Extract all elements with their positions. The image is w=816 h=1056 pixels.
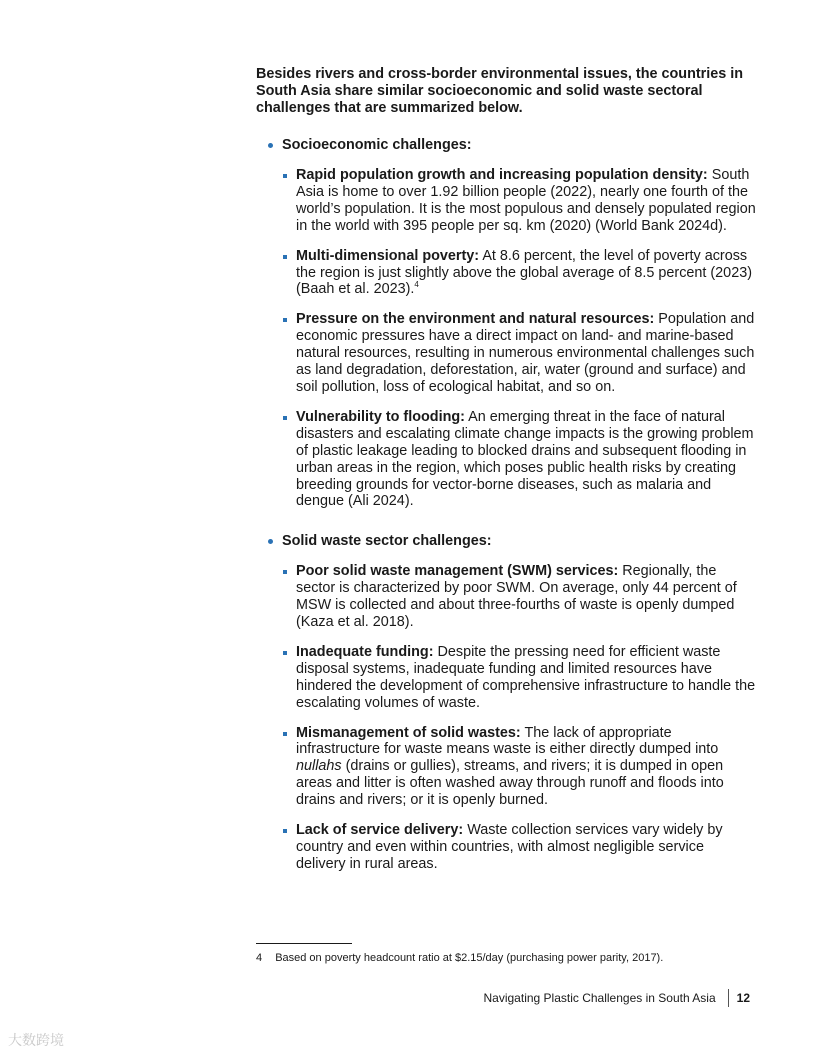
list-item <box>256 644 756 712</box>
list-item <box>256 311 756 396</box>
footnote-ref[interactable]: 4 <box>414 280 419 290</box>
list-item <box>256 167 756 235</box>
bullet-dot <box>268 143 273 148</box>
item-title: Inadequate funding: <box>296 643 434 660</box>
item-body: Waste collection services vary widely by country and even within countries, with almost negligible service delivery in rural areas. <box>296 822 723 872</box>
bullet-dot <box>268 539 273 544</box>
footnote-divider <box>256 943 352 944</box>
bullet-square <box>283 651 287 655</box>
bullet-square <box>283 416 287 420</box>
item-body: Regionally, the sector is characterized by poor SWM. On average, only 44 percent of MSW is collected and about three-fourths of waste is openly dumped (Kaza et al. 2018). <box>296 563 737 631</box>
footer-divider <box>728 989 729 1007</box>
item-body: At 8.6 percent, the level of poverty across the region is just slightly above the global average of 8.5 percent (2023) (Baah et al. 2023). <box>296 247 752 298</box>
list-item <box>256 563 756 631</box>
main-content <box>256 66 756 886</box>
item-body: The lack of appropriate infrastructure for waste means waste is either directly dumped into nullahs (drains or gullies), streams, and rivers; it is dumped in open areas and litter is often washed away through runoff and floods into drains and rivers; or it is openly burned. <box>296 724 724 809</box>
bullet-square <box>283 318 287 322</box>
watermark-logo: 大数跨境 <box>8 1033 64 1049</box>
bullet-square <box>283 174 287 178</box>
item-title: Vulnerability to flooding: <box>296 408 465 425</box>
list-item <box>256 409 756 510</box>
item-title: Poor solid waste management (SWM) services: <box>296 563 619 580</box>
item-title: Lack of service delivery: <box>296 822 464 839</box>
item-body: An emerging threat in the face of natural disasters and escalating climate change impacts is the growing problem of plastic leakage leading to blocked drains and subsequent flooding in urban areas in the region, which poses public health risks by creating breeding grounds for vector-borne diseases, such as malaria and dengue (Ali 2024). <box>296 408 754 510</box>
bullet-square <box>283 570 287 574</box>
item-body: Population and economic pressures have a direct impact on land- and marine-based natural resources, resulting in numerous environmental challenges such as land degradation, deforestation, air, water (ground and surface) and soil pollution, loss of ecological habitat, and so on. <box>296 311 755 395</box>
item-title: Multi-dimensional poverty: <box>296 247 480 264</box>
footer-title: Navigating Plastic Challenges in South Asia <box>483 991 716 1005</box>
section-heading-socioeconomic: Socioeconomic challenges: <box>256 137 756 154</box>
page-footer <box>484 989 751 1007</box>
section-heading-solid-waste: Solid waste sector challenges: <box>256 533 756 550</box>
footnote-text: Based on poverty headcount ratio at $2.15/day (purchasing power parity, 2017). <box>275 952 664 964</box>
item-title: Mismanagement of solid wastes: <box>296 724 521 741</box>
item-title: Rapid population growth and increasing population density: <box>296 167 708 183</box>
item-body: Despite the pressing need for efficient waste disposal systems, inadequate funding and limited resources have hindered the development of comprehensive infrastructure to handle the escalating volumes of waste. <box>296 643 756 711</box>
item-body: South Asia is home to over 1.92 billion people (2022), nearly one fourth of the world’s population. It is the most populous and densely populated region in the world with 395 people per sq. km (2020) (World Bank 2024d). <box>296 167 756 234</box>
footnote-number: 4 <box>256 952 263 964</box>
bullet-square <box>283 255 287 259</box>
page-number: 12 <box>736 991 750 1005</box>
footnote <box>256 952 663 964</box>
intro-paragraph: Besides rivers and cross-border environmental issues, the countries in South Asia share similar socioeconomic and solid waste sectoral challenges that are summarized below. <box>256 66 744 116</box>
bullet-square <box>283 829 287 833</box>
bullet-square <box>283 732 287 736</box>
item-title: Pressure on the environment and natural resources: <box>296 311 655 328</box>
list-item <box>256 248 756 299</box>
list-item <box>256 725 756 810</box>
list-item <box>256 822 756 873</box>
